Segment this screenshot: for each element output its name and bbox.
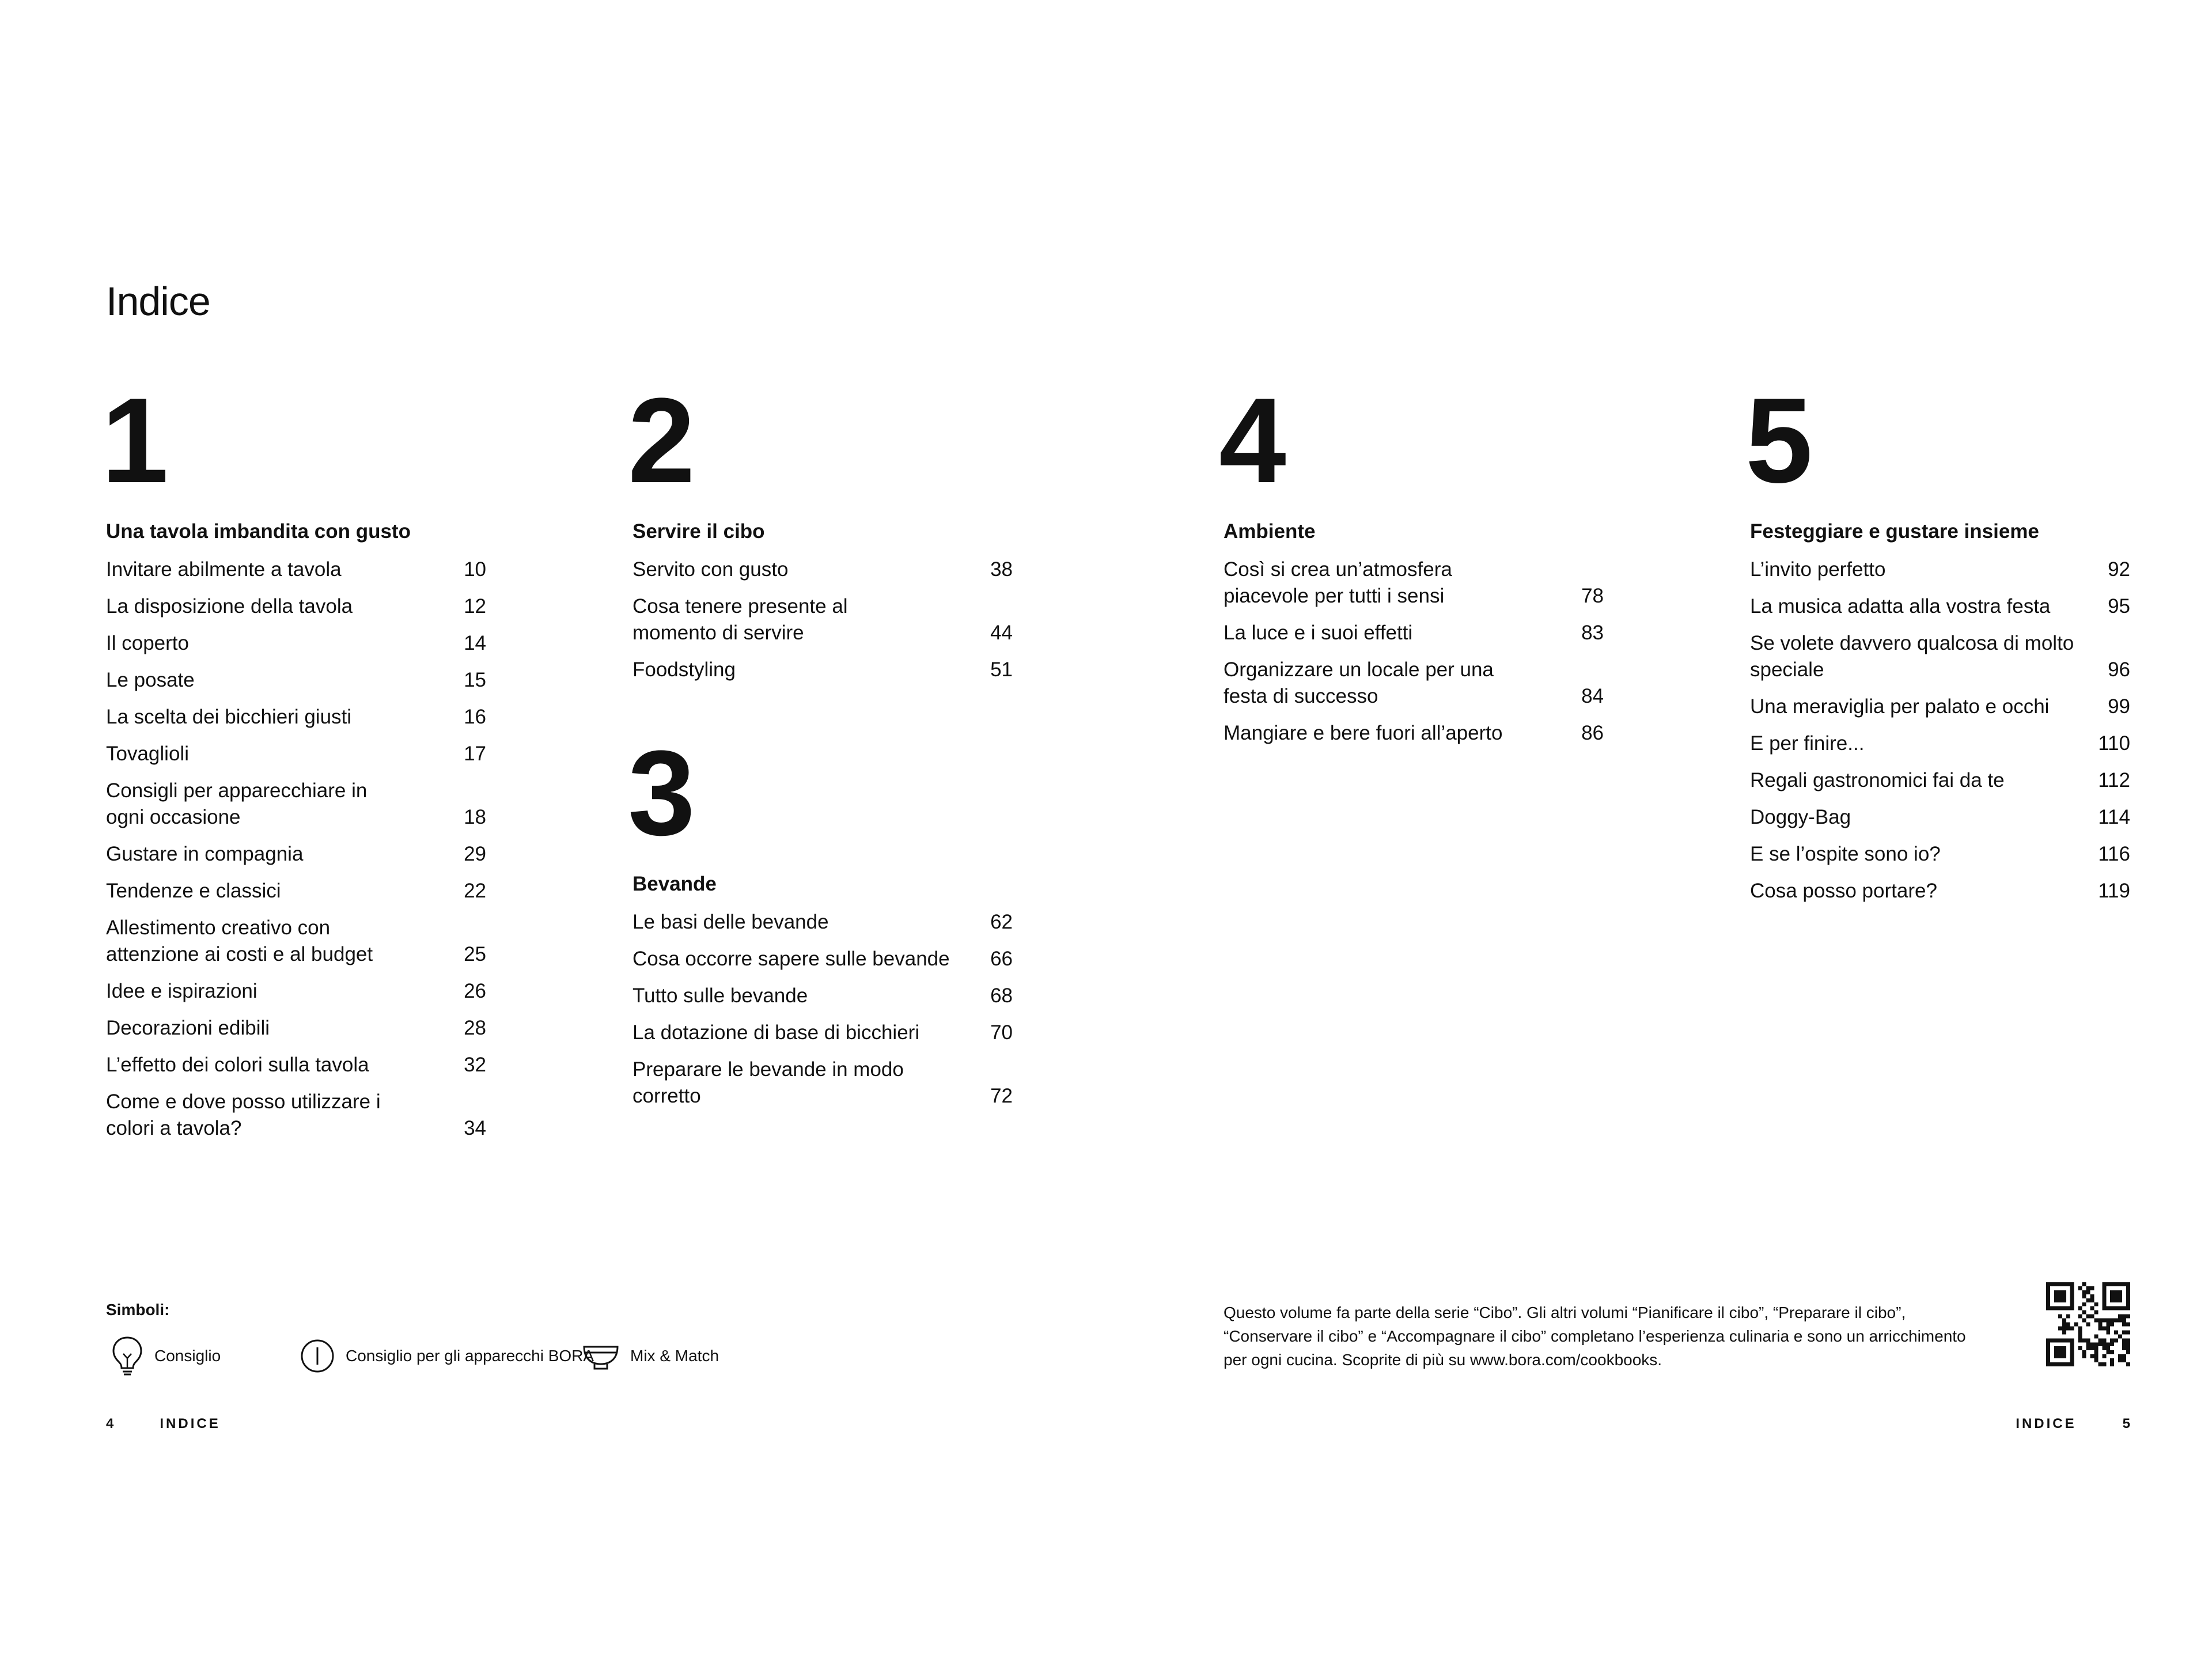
symbol-mix-match — [582, 1335, 719, 1377]
toc-entry-label: L’effetto dei colori sulla tavola — [106, 1054, 369, 1076]
toc-entry-label: Tovaglioli — [106, 743, 189, 765]
toc-list — [632, 556, 1013, 683]
toc-entry-page: 10 — [464, 558, 486, 581]
toc-list — [632, 909, 1013, 1109]
toc-entry-label: Consigli per apparecchiare in ogni occasione — [106, 779, 368, 828]
page-number: 5 — [2122, 1416, 2130, 1431]
toc-entry[interactable] — [1224, 620, 1604, 646]
toc-list — [106, 556, 486, 1142]
toc-entry-page: 119 — [2098, 880, 2130, 902]
toc-list — [1750, 556, 2130, 904]
toc-entry[interactable] — [632, 1056, 1013, 1109]
chapter-title: Servire il cibo — [632, 520, 765, 543]
toc-entry-page: 22 — [464, 880, 486, 902]
running-header: INDICE — [2016, 1416, 2077, 1431]
toc-entry-page: 14 — [464, 632, 486, 654]
toc-entry-label: Organizzare un locale per una festa di successo — [1224, 658, 1494, 707]
toc-entry-page: 84 — [1581, 685, 1604, 707]
toc-entry-label: Una meraviglia per palato e occhi — [1750, 695, 2050, 718]
toc-entry[interactable] — [106, 778, 486, 831]
toc-entry-label: Foodstyling — [632, 658, 736, 681]
chapter-number: 4 — [1219, 373, 1282, 508]
chapter-number: 3 — [628, 725, 691, 861]
toc-entry[interactable] — [106, 556, 486, 583]
toc-entry[interactable] — [106, 741, 486, 767]
toc-entry-label: E se l’ospite sono io? — [1750, 843, 1941, 865]
chapter-5 — [1745, 373, 2130, 915]
toc-entry-page: 12 — [464, 595, 486, 618]
toc-entry[interactable] — [106, 878, 486, 904]
bowls-icon — [582, 1339, 620, 1373]
toc-entry[interactable] — [106, 704, 486, 730]
toc-entry-label: Allestimento creativo con attenzione ai costi e al budget — [106, 916, 373, 965]
toc-entry[interactable] — [1224, 657, 1604, 710]
toc-list — [1224, 556, 1604, 747]
symbol-consiglio-bora — [300, 1335, 594, 1377]
toc-entry[interactable] — [106, 630, 486, 657]
toc-entry-label: Doggy-Bag — [1750, 806, 1851, 828]
toc-entry-page: 15 — [464, 669, 486, 691]
symbol-label: Consiglio per gli apparecchi BORA — [346, 1347, 594, 1365]
series-note: Questo volume fa parte della serie “Cibo”. Gli altri volumi “Pianificare il cibo”, “Preparare il cibo”, “Conservare il cibo” e “Accompagnare il cibo” completano l’esperienza culinaria e sono un arricchimento per ogni cucina. Scoprite di più su www.bora.com/cookbooks. — [1224, 1304, 1966, 1369]
chapter-number: 5 — [1745, 373, 1808, 508]
toc-entry-page: 92 — [2108, 558, 2130, 581]
toc-entry-page: 32 — [464, 1054, 486, 1076]
chapter-title: Festeggiare e gustare insieme — [1750, 520, 2039, 543]
toc-entry[interactable] — [1224, 720, 1604, 747]
toc-entry-page: 96 — [2108, 658, 2130, 681]
chapter-4 — [1219, 373, 1604, 757]
toc-entry-label: Cosa occorre sapere sulle bevande — [632, 948, 950, 970]
toc-entry-label: Servito con gusto — [632, 558, 789, 581]
toc-entry[interactable] — [1224, 556, 1604, 609]
toc-entry[interactable] — [106, 978, 486, 1005]
toc-entry-page: 83 — [1581, 622, 1604, 644]
toc-entry-page: 44 — [990, 622, 1013, 644]
toc-entry-page: 68 — [990, 984, 1013, 1007]
toc-entry-page: 112 — [2098, 769, 2130, 791]
toc-entry-label: Mangiare e bere fuori all’aperto — [1224, 722, 1503, 744]
toc-entry-label: Gustare in compagnia — [106, 843, 304, 865]
toc-entry-label: Le basi delle bevande — [632, 911, 829, 933]
toc-entry[interactable] — [1750, 630, 2130, 683]
toc-entry-page: 116 — [2098, 843, 2130, 865]
toc-entry[interactable] — [632, 1020, 1013, 1046]
toc-entry-page: 95 — [2108, 595, 2130, 618]
toc-entry-label: Cosa tenere presente al momento di servire — [632, 595, 848, 644]
toc-entry[interactable] — [632, 983, 1013, 1009]
toc-entry-label: Il coperto — [106, 632, 189, 654]
toc-entry-label: Tendenze e classici — [106, 880, 281, 902]
toc-entry-page: 66 — [990, 948, 1013, 970]
symbols-heading: Simboli: — [106, 1301, 170, 1319]
chapter-title: Bevande — [632, 873, 717, 895]
toc-entry-label: Le posate — [106, 669, 195, 691]
toc-entry[interactable] — [106, 1089, 486, 1142]
toc-entry[interactable] — [1750, 841, 2130, 868]
chapter-number: 1 — [101, 373, 164, 508]
toc-entry[interactable] — [106, 915, 486, 968]
toc-entry[interactable] — [1750, 730, 2130, 757]
toc-entry-page: 38 — [990, 558, 1013, 581]
toc-entry[interactable] — [106, 1015, 486, 1041]
toc-entry-label: Se volete davvero qualcosa di molto speciale — [1750, 632, 2074, 681]
toc-entry-page: 99 — [2108, 695, 2130, 718]
toc-entry-label: Così si crea un’atmosfera piacevole per tutti i sensi — [1224, 558, 1452, 607]
toc-entry[interactable] — [1750, 804, 2130, 831]
lightbulb-icon — [111, 1335, 144, 1377]
toc-entry[interactable] — [632, 909, 1013, 935]
toc-entry-page: 25 — [464, 943, 486, 965]
toc-entry-page: 29 — [464, 843, 486, 865]
toc-entry-label: La scelta dei bicchieri giusti — [106, 706, 352, 728]
toc-entry-label: L’invito perfetto — [1750, 558, 1886, 581]
toc-entry-page: 17 — [464, 743, 486, 765]
chapter-2 — [628, 373, 1013, 694]
chapter-title: Ambiente — [1224, 520, 1316, 543]
footer-left — [106, 1416, 221, 1432]
symbol-label: Consiglio — [154, 1347, 221, 1365]
toc-entry-page: 86 — [1581, 722, 1604, 744]
toc-entry[interactable] — [106, 593, 486, 620]
toc-entry-page: 51 — [990, 658, 1013, 681]
chapter-title: Una tavola imbandita con gusto — [106, 520, 411, 543]
chapter-number: 2 — [628, 373, 691, 508]
toc-entry[interactable] — [106, 841, 486, 868]
toc-entry-page: 78 — [1581, 585, 1604, 607]
toc-entry-label: Come e dove posso utilizzare i colori a tavola? — [106, 1090, 381, 1139]
toc-entry-page: 62 — [990, 911, 1013, 933]
toc-entry-label: La musica adatta alla vostra festa — [1750, 595, 2051, 618]
toc-entry-label: E per finire... — [1750, 732, 1865, 755]
toc-entry[interactable] — [106, 667, 486, 694]
toc-entry-page: 70 — [990, 1021, 1013, 1044]
toc-entry-label: La disposizione della tavola — [106, 595, 353, 618]
toc-entry[interactable] — [1750, 767, 2130, 794]
toc-entry[interactable] — [632, 657, 1013, 683]
qr-code-icon[interactable] — [2046, 1282, 2130, 1366]
toc-entry-label: Invitare abilmente a tavola — [106, 558, 342, 581]
toc-entry[interactable] — [1750, 694, 2130, 720]
footer-right — [2016, 1416, 2130, 1432]
toc-entry-page: 26 — [464, 980, 486, 1002]
page-title: Indice — [106, 279, 210, 324]
toc-entry-label: Preparare le bevande in modo corretto — [632, 1058, 904, 1107]
toc-entry[interactable] — [1750, 593, 2130, 620]
toc-entry-page: 72 — [990, 1085, 1013, 1107]
chapter-3 — [628, 725, 1013, 1120]
toc-entry-page: 114 — [2098, 806, 2130, 828]
toc-entry[interactable] — [1750, 878, 2130, 904]
info-circle-icon — [300, 1338, 335, 1374]
toc-entry-page: 110 — [2098, 732, 2130, 755]
chapter-1 — [101, 373, 486, 1152]
toc-entry-label: Regali gastronomici fai da te — [1750, 769, 2005, 791]
toc-entry-label: Tutto sulle bevande — [632, 984, 808, 1007]
toc-entry[interactable] — [1750, 556, 2130, 583]
toc-entry-page: 34 — [464, 1117, 486, 1139]
toc-entry-label: Cosa posso portare? — [1750, 880, 1937, 902]
page-number: 4 — [106, 1416, 114, 1431]
toc-entry[interactable] — [106, 1052, 486, 1078]
toc-entry[interactable] — [632, 556, 1013, 583]
symbol-label: Mix & Match — [630, 1347, 719, 1365]
symbol-consiglio — [111, 1335, 221, 1377]
toc-entry-page: 16 — [464, 706, 486, 728]
running-header: INDICE — [160, 1416, 221, 1431]
toc-entry-label: Decorazioni edibili — [106, 1017, 270, 1039]
toc-entry-label: La dotazione di base di bicchieri — [632, 1021, 920, 1044]
toc-entry[interactable] — [632, 593, 1013, 646]
toc-entry-label: La luce e i suoi effetti — [1224, 622, 1413, 644]
toc-entry[interactable] — [632, 946, 1013, 972]
toc-entry-page: 28 — [464, 1017, 486, 1039]
toc-entry-page: 18 — [464, 806, 486, 828]
toc-entry-label: Idee e ispirazioni — [106, 980, 257, 1002]
